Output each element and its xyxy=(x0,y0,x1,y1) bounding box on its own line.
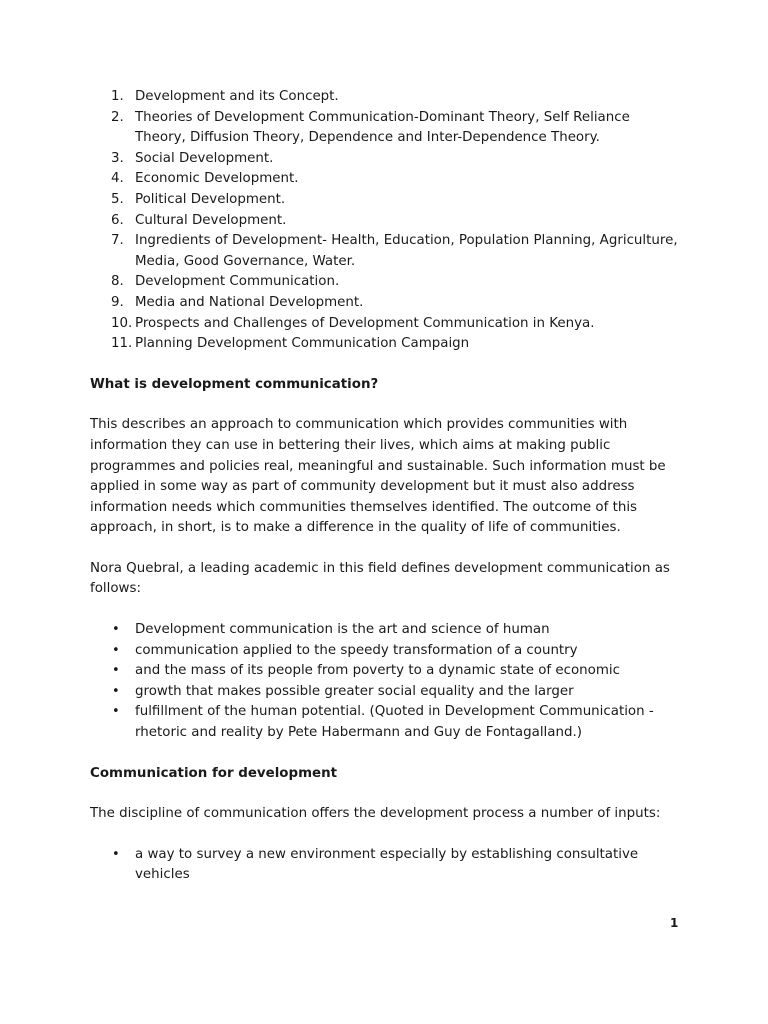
list-text: Ingredients of Development- Health, Education, Population Planning, Agriculture, Media, Good Governance, Water. xyxy=(135,233,678,269)
list-text: Media and National Development. xyxy=(135,294,364,310)
bullet-text: fulfillment of the human potential. (Quoted in Development Communication - rhetoric and reality by Pete Habermann and Guy de Fontagalland.) xyxy=(135,704,654,741)
list-text: Social Development. xyxy=(135,150,274,166)
spacer xyxy=(90,825,680,845)
paragraph: Nora Quebral, a leading academic in this field defines development communication as follows: xyxy=(90,560,670,597)
list-text: Development and its Concept. xyxy=(135,89,339,104)
topics-list xyxy=(90,87,680,355)
list-item xyxy=(90,293,680,314)
list-number: 3. xyxy=(111,150,124,166)
spacer xyxy=(90,395,680,415)
bullet-text: a way to survey a new environment especially by establishing consultative vehicles xyxy=(135,846,639,883)
list-text: Planning Development Communication Campaign xyxy=(135,336,470,352)
paragraph: The discipline of communication offers the development process a number of inputs: xyxy=(90,806,661,822)
document-page xyxy=(90,87,680,886)
list-number: 2. xyxy=(111,109,124,125)
list-number: 10. xyxy=(111,315,133,331)
bullet-text: Development communication is the art and science of human xyxy=(135,622,550,638)
spacer xyxy=(90,355,680,375)
spacer xyxy=(90,744,680,764)
bullet-icon: • xyxy=(112,642,120,658)
bullet-text: communication applied to the speedy transformation of a country xyxy=(135,642,578,658)
list-number: 11. xyxy=(111,336,133,352)
bullet-icon: • xyxy=(112,704,120,720)
inputs-bullet-list xyxy=(90,845,680,886)
bullet-item xyxy=(90,620,680,641)
list-text: Prospects and Challenges of Development Communication in Kenya. xyxy=(135,315,595,331)
list-number: 1. xyxy=(111,89,124,104)
spacer xyxy=(90,600,680,620)
section-heading: Communication for development xyxy=(90,765,338,781)
bullet-item xyxy=(90,682,680,703)
list-text: Theories of Development Communication-Dominant Theory, Self Reliance Theory, Diffusion Theory, Dependence and Inter-Dependence Theory. xyxy=(135,109,630,146)
list-item xyxy=(90,190,680,211)
bullet-icon: • xyxy=(112,846,120,862)
list-number: 6. xyxy=(111,212,124,228)
page-number: 1 xyxy=(670,916,679,930)
list-text: Cultural Development. xyxy=(135,212,287,228)
list-item xyxy=(90,211,680,232)
bullet-icon: • xyxy=(112,663,120,679)
bullet-item xyxy=(90,641,680,662)
list-item xyxy=(90,272,680,293)
bullet-item xyxy=(90,661,680,682)
list-item xyxy=(90,108,680,149)
list-number: 5. xyxy=(111,191,124,207)
bullet-icon: • xyxy=(112,622,120,638)
quote-bullet-list xyxy=(90,620,680,744)
spacer xyxy=(90,784,680,804)
bullet-text: and the mass of its people from poverty to a dynamic state of economic xyxy=(135,663,620,679)
list-text: Economic Development. xyxy=(135,171,299,187)
list-number: 7. xyxy=(111,233,124,249)
list-text: Political Development. xyxy=(135,191,286,207)
bullet-icon: • xyxy=(112,683,120,699)
spacer xyxy=(90,539,680,559)
bullet-text: growth that makes possible greater social equality and the larger xyxy=(135,683,574,699)
list-number: 8. xyxy=(111,274,124,290)
list-item xyxy=(90,314,680,335)
bullet-item xyxy=(90,845,680,886)
list-item xyxy=(90,87,680,108)
section-heading: What is development communication? xyxy=(90,376,379,392)
paragraph: This describes an approach to communication which provides communities with information they can use in bettering their lives, which aims at making public programmes and policies real, meaningful and sustainable. Such information must be applied in some way as part of community development but it must also address information needs which communities themselves identified. The outcome of this approach, in short, is to make a difference in the quality of life of communities. xyxy=(90,417,666,536)
list-item xyxy=(90,149,680,170)
list-item xyxy=(90,169,680,190)
list-item xyxy=(90,231,680,272)
list-number: 4. xyxy=(111,171,124,187)
list-item xyxy=(90,334,680,355)
bullet-item xyxy=(90,702,680,743)
list-number: 9. xyxy=(111,294,124,310)
list-text: Development Communication. xyxy=(135,274,340,290)
